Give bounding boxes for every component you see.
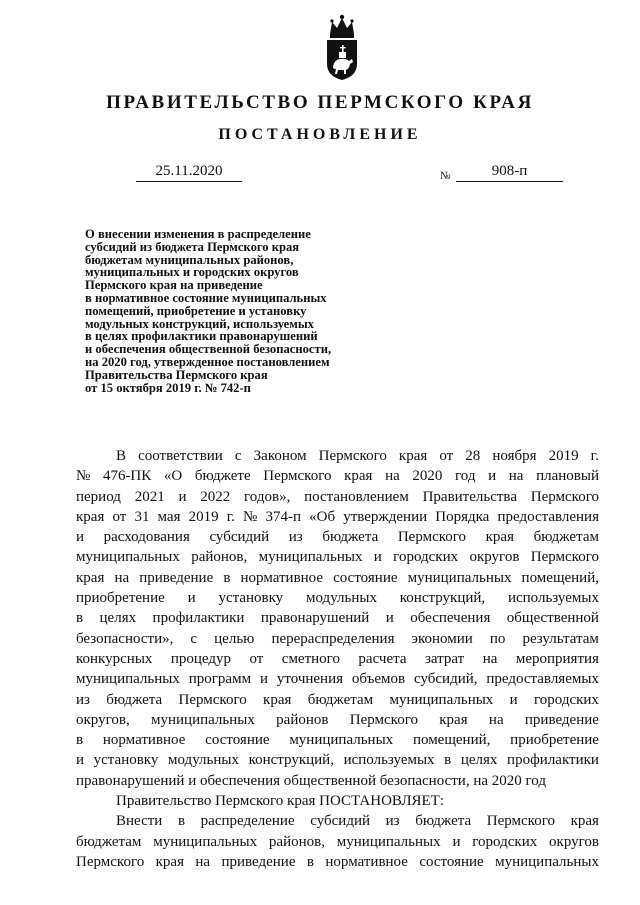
subject-line: от 15 октября 2019 г. № 742-п	[85, 380, 251, 395]
word: и	[509, 691, 518, 708]
government-title: ПРАВИТЕЛЬСТВО ПЕРМСКОГО КРАЯ	[106, 92, 534, 113]
word: муниципальных	[76, 671, 180, 688]
word: г.	[590, 448, 599, 464]
word: края	[76, 508, 105, 525]
word: безопасности»,	[76, 630, 174, 647]
word: г.	[226, 508, 235, 525]
word: муниципальных	[258, 549, 363, 566]
word: муниципальных	[151, 711, 255, 728]
body-line	[76, 507, 599, 527]
document-subject	[85, 228, 405, 394]
word: 2022	[200, 488, 231, 505]
word: результатам	[522, 630, 599, 647]
word: городских	[533, 691, 599, 708]
word: распределение	[200, 813, 295, 830]
word: Пермского	[76, 853, 145, 870]
word: районов,	[191, 549, 248, 566]
subject-line: помещений, приобретение и установку	[85, 303, 307, 318]
word: помещений,	[412, 732, 491, 749]
word: Пермского	[397, 529, 467, 546]
word: муниципальных	[76, 549, 180, 566]
word: на	[508, 468, 524, 485]
body-line	[76, 608, 599, 628]
word: Пермского	[349, 711, 418, 728]
word: на	[385, 468, 400, 485]
word: в	[444, 752, 452, 769]
word: бюджетам	[307, 691, 374, 708]
word: из	[76, 691, 90, 708]
body-line	[76, 629, 599, 649]
subject-line: муниципальных и городских округов	[85, 265, 299, 280]
word: на	[488, 711, 504, 728]
word: конструкций,	[399, 590, 486, 607]
word: приобретение	[76, 590, 165, 607]
body-line	[76, 669, 599, 689]
word: и	[76, 752, 85, 769]
word: постановлением	[304, 488, 409, 505]
word: мая	[157, 508, 181, 525]
word: края	[76, 569, 105, 586]
word: бюджетам	[533, 529, 599, 546]
word: состояние	[205, 732, 270, 749]
number-label: №	[440, 170, 451, 182]
word: утверждении	[343, 508, 428, 525]
word: муниципальных	[389, 691, 494, 708]
word: приведение	[221, 853, 296, 870]
body-line	[76, 547, 599, 567]
subject-line: на 2020 год, утвержденное постановлением	[85, 354, 330, 369]
word: округов,	[76, 711, 130, 728]
word: используемых	[343, 752, 435, 769]
body-line	[76, 588, 599, 608]
word: обеспечения	[410, 610, 491, 627]
word: Законом	[253, 448, 307, 464]
body-line	[76, 446, 599, 466]
clause-line	[76, 832, 599, 852]
body-line	[76, 730, 599, 750]
word: и	[76, 529, 85, 546]
word: профилактики	[152, 610, 245, 627]
subject-line: Правительства Пермского края	[85, 367, 268, 382]
word: состояние	[419, 853, 484, 870]
word: целях	[460, 752, 498, 769]
word: «О	[163, 468, 183, 485]
word: муниципальных	[495, 853, 599, 870]
subject-line: субсидий из бюджета Пермского края	[85, 239, 300, 254]
word: год	[455, 468, 476, 485]
word: правонарушений	[260, 610, 370, 627]
word: нормативное	[240, 569, 324, 586]
word: и	[259, 671, 268, 688]
document-body	[76, 446, 599, 872]
word: приведение	[139, 569, 214, 586]
word: приобретение	[510, 732, 599, 749]
word: целью	[214, 630, 255, 647]
word: округов	[469, 549, 520, 566]
word: муниципальных	[336, 833, 441, 850]
word: Внести	[116, 813, 163, 830]
word: предоставления	[497, 508, 599, 525]
word: профилактики	[507, 752, 599, 769]
word: расходования	[103, 529, 190, 546]
word: районов	[276, 711, 329, 728]
word: В	[116, 448, 127, 464]
body-line	[76, 487, 599, 507]
word: края	[398, 448, 428, 464]
body-line	[76, 710, 599, 730]
document-type: ПОСТАНОВЛЕНИЕ	[218, 126, 422, 143]
word: расчета	[358, 650, 407, 667]
word: помещений,	[521, 569, 599, 586]
word: на	[114, 569, 130, 586]
word: 2020	[412, 468, 443, 485]
word: сметного	[281, 650, 340, 667]
word: муниципальных	[289, 732, 394, 749]
word: 476-ПК	[102, 468, 152, 485]
word: бюджета	[415, 813, 472, 830]
word: 28	[465, 448, 481, 464]
word: городских	[472, 833, 538, 850]
word: Пермского	[318, 448, 387, 464]
word: конкурсных	[76, 650, 153, 667]
body-line	[76, 750, 599, 770]
word: нормативное	[102, 732, 186, 749]
word: на	[195, 853, 211, 870]
word: Пермского	[178, 691, 247, 708]
word: предоставляемых	[486, 671, 599, 688]
body-line	[76, 527, 599, 547]
subject-line: Пермского края на приведение	[85, 278, 263, 293]
word: конструкций,	[248, 752, 334, 769]
word: субсидий,	[414, 671, 478, 688]
word: в	[76, 732, 84, 749]
word: установку	[218, 590, 284, 607]
word: нормативное	[325, 853, 408, 870]
word: уточнения	[276, 671, 343, 688]
subject-line: в целях профилактики правонарушений	[85, 329, 318, 344]
word: бюджете	[194, 468, 251, 485]
word: районов,	[268, 833, 325, 850]
word: целях	[99, 610, 137, 627]
word: №	[243, 508, 258, 525]
subject-line: в нормативное состояние муниципальных	[85, 290, 327, 305]
word: края	[570, 813, 599, 830]
word: от	[249, 650, 264, 667]
resolves-line: Правительство Пермского края ПОСТАНОВЛЯЕТ:	[116, 793, 445, 810]
word: ноября	[492, 448, 537, 464]
word: субсидий	[209, 529, 270, 546]
word: муниципальных	[407, 569, 512, 586]
word: края	[485, 529, 514, 546]
document-number: 908-п	[456, 163, 563, 182]
word: от	[439, 448, 454, 464]
word: процедур	[170, 650, 232, 667]
word: состояние	[333, 569, 398, 586]
word: округов	[549, 833, 599, 850]
word: края	[344, 468, 373, 485]
word: перераспределения	[271, 630, 395, 647]
word: в	[306, 853, 314, 870]
subject-line: модульных конструкций, используемых	[85, 316, 314, 331]
word: Правительства	[422, 488, 517, 505]
word: и	[187, 590, 196, 607]
body-line	[76, 690, 599, 710]
word: затрат	[424, 650, 465, 667]
subject-line: и обеспечения общественной безопасности,	[85, 342, 332, 357]
word: бюджета	[106, 691, 163, 708]
word: установку	[93, 752, 159, 769]
word: в	[76, 610, 84, 627]
subject-line: О внесении изменения в распределение	[85, 227, 311, 241]
word: с	[234, 448, 242, 464]
word: субсидий	[310, 813, 370, 830]
word: края	[155, 853, 184, 870]
word: из	[288, 529, 303, 546]
word: по	[489, 630, 506, 647]
word: «Об	[309, 508, 336, 525]
word: Пермского	[263, 468, 332, 485]
word: 374-п	[265, 508, 301, 525]
word: Пермского	[486, 813, 555, 830]
word: 2019	[188, 508, 219, 525]
word: №	[76, 468, 91, 485]
word: 2021	[134, 488, 165, 505]
word: и	[385, 610, 394, 627]
body-line	[76, 466, 599, 486]
word: Порядка	[435, 508, 490, 525]
word: бюджета	[322, 529, 379, 546]
word: бюджетам	[76, 833, 142, 850]
document-date: 25.11.2020	[136, 163, 242, 182]
word: края	[439, 711, 468, 728]
word: Пермского	[530, 488, 599, 505]
word: приведение	[524, 711, 599, 728]
clause-line	[76, 852, 599, 872]
word: общественной	[506, 610, 599, 627]
word: из	[385, 813, 400, 830]
word: используемых	[507, 590, 599, 607]
body-line: правонарушений и обеспечения общественной безопасности, на 2020 год	[76, 772, 546, 789]
word: модульных	[306, 590, 377, 607]
word: программ	[188, 671, 252, 688]
word: в	[223, 569, 231, 586]
word: модульных	[168, 752, 239, 769]
word: период	[76, 488, 121, 505]
word: плановый	[536, 468, 599, 485]
clause-line	[76, 811, 599, 831]
word: 2019	[548, 448, 579, 464]
word: объемов	[351, 671, 406, 688]
word: от	[112, 508, 127, 525]
body-line	[76, 568, 599, 588]
word: муниципальных	[153, 833, 258, 850]
word: в	[177, 813, 186, 830]
word: с	[190, 630, 198, 647]
word: мероприятия	[515, 650, 599, 667]
word: 31	[134, 508, 150, 525]
word: и	[452, 833, 461, 850]
word: края	[263, 691, 292, 708]
word: и	[488, 468, 497, 485]
word: соответствии	[138, 448, 223, 464]
word: годов»,	[244, 488, 291, 505]
perm-krai-coat-of-arms-icon	[322, 12, 362, 82]
word: и	[178, 488, 187, 505]
subject-line: бюджетам муниципальных районов,	[85, 252, 294, 267]
word: экономии	[411, 630, 473, 647]
word: и	[373, 549, 382, 566]
word: на	[482, 650, 498, 667]
word: Пермского	[530, 549, 599, 566]
body-line	[76, 649, 599, 669]
word: городских	[393, 549, 459, 566]
